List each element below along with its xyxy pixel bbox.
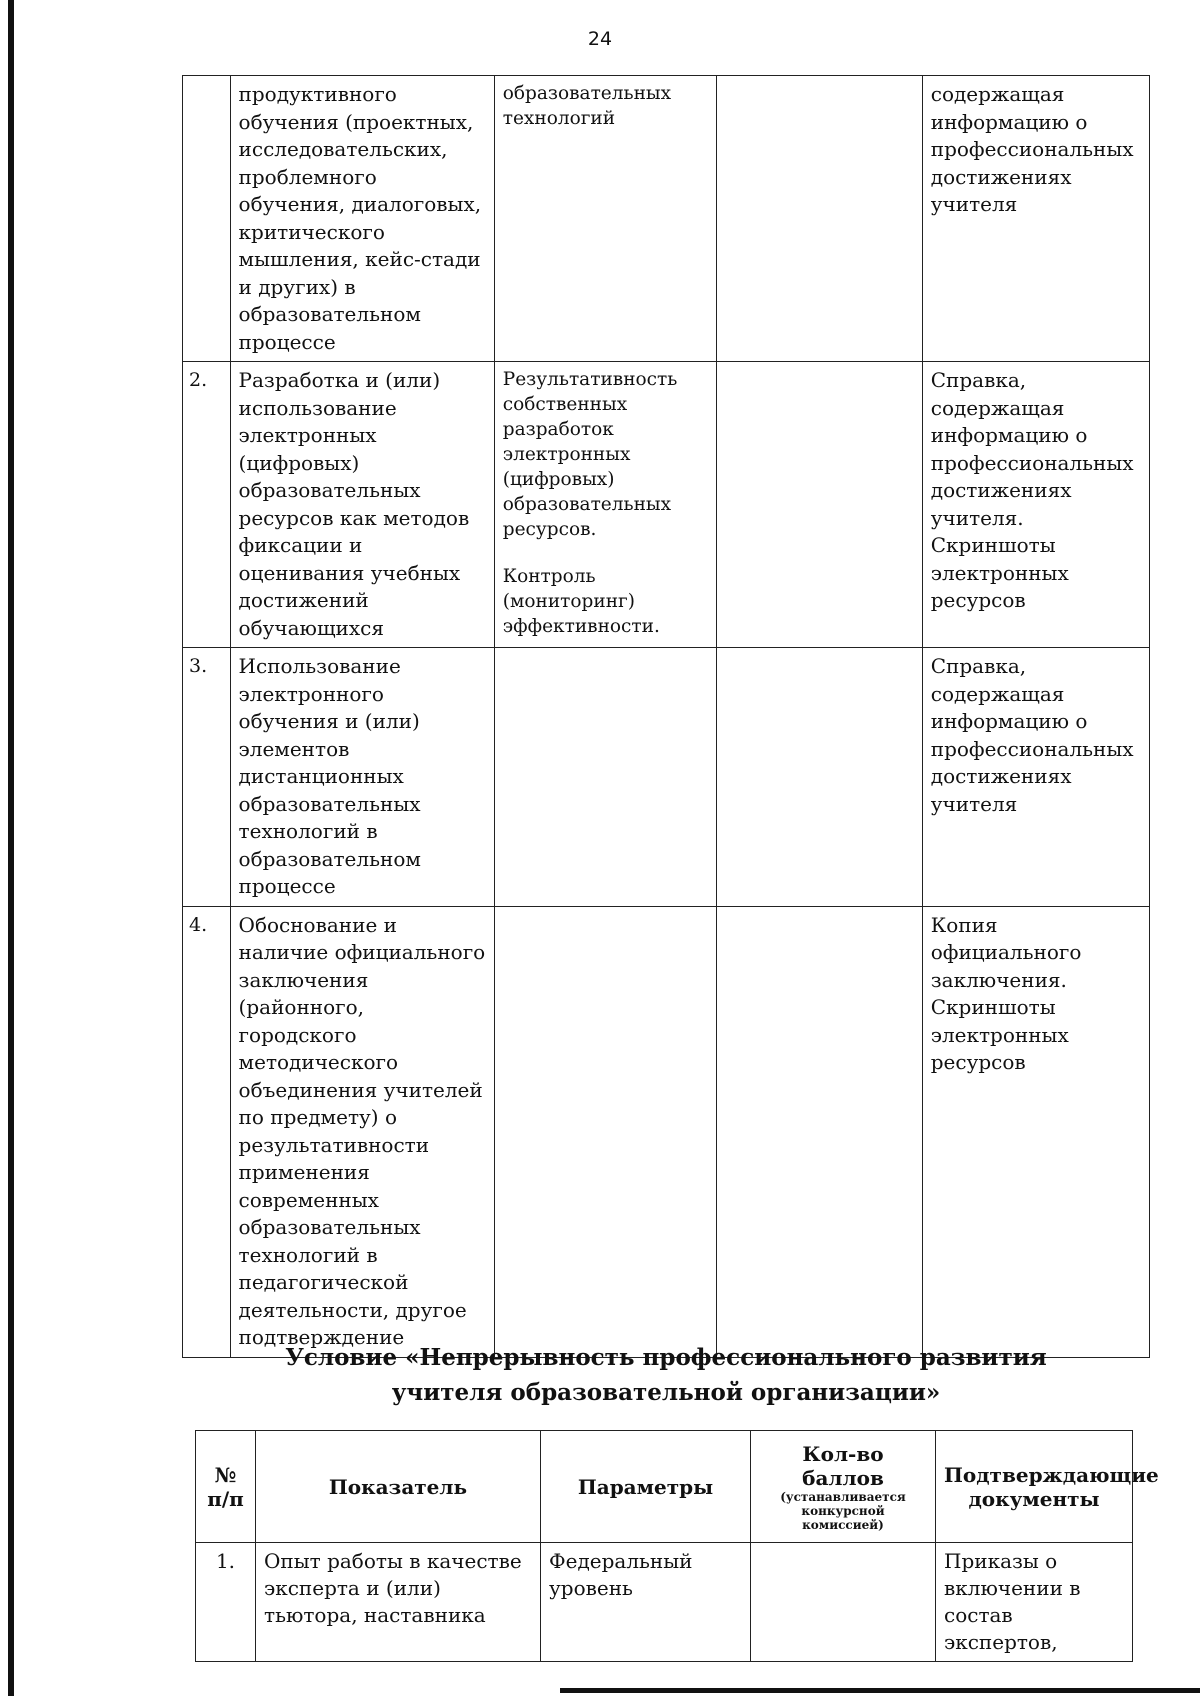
table-row (183, 76, 1150, 362)
header-points-note: (устанавливается конкурсной комиссией) (780, 1489, 906, 1532)
header-indicator: Показатель (256, 1431, 541, 1543)
indicator-cell: продуктивного обучения (проектных, исследовательских, проблемного обучения, диалоговых, критического мышления, кейс-стади и других) в образовательном процессе (230, 76, 494, 362)
documents-cell: Приказы о включении в состав экспертов, (936, 1543, 1133, 1662)
parameters-text-2: Контроль (мониторинг) эффективности. (502, 566, 660, 637)
points-cell (751, 1543, 936, 1662)
documents-cell: Справка, содержащая информацию о профессиональных достижениях учителя (922, 648, 1149, 907)
row-number: 2. (183, 362, 231, 648)
row-number: 4. (183, 906, 231, 1357)
section-heading (182, 1340, 1150, 1410)
indicator-cell: Обоснование и наличие официального заключения (районного, городского методического объединения учителей по предмету) о результативности применения современных образовательных технологий в педагогической деятельности, другое подтверждение (230, 906, 494, 1357)
points-cell (716, 906, 922, 1357)
indicator-cell: Разработка и (или) использование электронных (цифровых) образовательных ресурсов как методов фиксации и оценивания учебных достижений обучающихся (230, 362, 494, 648)
table-header-row (196, 1431, 1133, 1543)
continuity-criteria-table (195, 1430, 1159, 1662)
parameters-text: образовательных технологий (502, 83, 672, 129)
indicator-cell: Опыт работы в качестве эксперта и (или) тьютора, наставника (256, 1543, 541, 1662)
page-number: 24 (587, 28, 613, 50)
scan-edge-left (8, 0, 14, 1696)
table-row (183, 906, 1150, 1357)
parameters-cell (494, 362, 716, 648)
section-heading-line-1: Условие «Непрерывность профессионального развития (285, 1344, 1047, 1371)
row-number (183, 76, 231, 362)
table-row (196, 1543, 1133, 1662)
parameters-cell (494, 906, 716, 1357)
table-row (183, 648, 1150, 907)
points-cell (716, 648, 922, 907)
section-heading-line-2: учителя образовательной организации» (391, 1379, 941, 1406)
header-parameters: Параметры (541, 1431, 751, 1543)
documents-cell: содержащая информацию о профессиональных достижениях учителя (922, 76, 1149, 362)
criteria-table-continued (182, 75, 1150, 1358)
points-cell (716, 76, 922, 362)
parameters-cell (494, 76, 716, 362)
header-points-label: Кол-во баллов (802, 1441, 884, 1490)
scan-edge-bottom (560, 1688, 1200, 1693)
indicator-cell: Использование электронного обучения и (или) элементов дистанционных образовательных технологий в образовательном процессе (230, 648, 494, 907)
documents-cell: Справка, содержащая информацию о профессиональных достижениях учителя. Скриншоты электронных ресурсов (922, 362, 1149, 648)
header-number: № п/п (196, 1431, 256, 1543)
table-row (183, 362, 1150, 648)
parameters-cell: Федеральный уровень (541, 1543, 751, 1662)
documents-cell: Копия официального заключения. Скриншоты электронных ресурсов (922, 906, 1149, 1357)
header-documents: Подтверждающие документы (936, 1431, 1133, 1543)
points-cell (716, 362, 922, 648)
row-number: 3. (183, 648, 231, 907)
row-number: 1. (196, 1543, 256, 1662)
header-points (751, 1431, 936, 1543)
parameters-cell (494, 648, 716, 907)
parameters-text: Результативность собственных разработок электронных (цифровых) образовательных ресурсов. (502, 369, 678, 540)
